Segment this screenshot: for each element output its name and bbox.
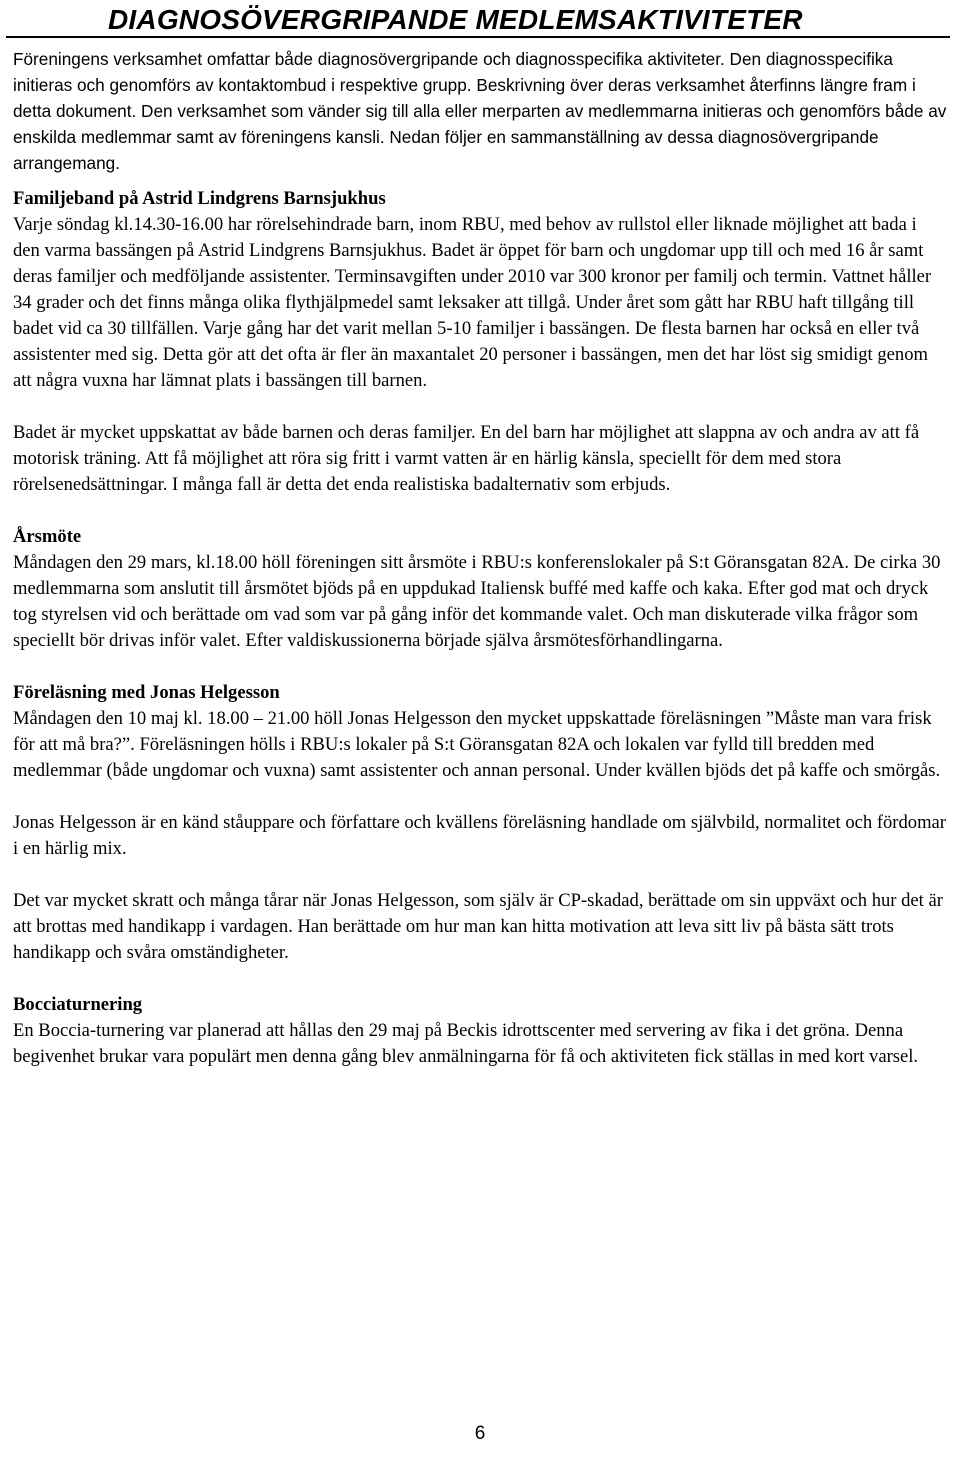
section-heading: Årsmöte <box>13 526 82 547</box>
section-bocciaturnering <box>13 992 948 1070</box>
title-bar <box>6 0 950 38</box>
page-title: DIAGNOSÖVERGRIPANDE MEDLEMSAKTIVITETER <box>108 4 803 35</box>
section-paragraph: Måndagen den 10 maj kl. 18.00 – 21.00 höll Jonas Helgesson den mycket uppskattade föreläsningen ”Måste man vara frisk för att må bra?”. Föreläsningen hölls i RBU:s lokaler på S:t Göransgatan 82A och lokalen var fylld till bredden med medlemmar (både ungdomar och vuxna) samt assistenter och annan personal. Under kvällen bjöds det på kaffe och smörgås. <box>13 708 941 781</box>
section-paragraph: Badet är mycket uppskattat av både barnen och deras familjer. En del barn har möjlighet att slappna av och andra av att få motorisk träning. Att få möjlighet att röra sig fritt i varmt vatten är en härlig känsla, speciellt för dem med stora rörelsenedsättningar. I många fall är detta det enda realistiska badalternativ som erbjuds. <box>13 422 920 495</box>
section-paragraph: Måndagen den 29 mars, kl.18.00 höll föreningen sitt årsmöte i RBU:s konferenslokaler på S:t Göransgatan 82A. De cirka 30 medlemmarna som anslutit till årsmötet bjöds på en uppdukad Italiensk buffé med kaffe och kaka. Efter god mat och dryck tog styrelsen vid och berättade om vad som var på gång inför det kommande valet. Och man diskuterade vilka frågor som speciellt bör drivas inför valet. Efter valdiskussionerna började själva årsmötesförhandlingarna. <box>13 552 941 651</box>
section-heading: Familjeband på Astrid Lindgrens Barnsjukhus <box>13 188 386 209</box>
section-paragraph: En Boccia-turnering var planerad att hållas den 29 maj på Beckis idrottscenter med servering av fika i det gröna. Denna begivenhet brukar vara populärt men denna gång blev anmälningarna för få och aktiviteten fick ställas in med kort varsel. <box>13 1020 919 1067</box>
section-arsmote <box>13 524 948 654</box>
section-heading: Föreläsning med Jonas Helgesson <box>13 682 280 703</box>
section-familjeband <box>13 186 948 498</box>
page-number: 6 <box>474 1423 486 1444</box>
intro-paragraph: Föreningens verksamhet omfattar både diagnosövergripande och diagnosspecifika aktiviteter. Den diagnosspecifika initieras och genomförs av kontaktombud i respektive grupp. Beskrivning över deras verksamhet återfinns längre fram i detta dokument. Den verksamhet som vänder sig till alla eller merparten av medlemmarna initieras och genomförs både av enskilda medlemmar samt av föreningens kansli. Nedan följer en sammanställning av dessa diagnosövergripande arrangemang. <box>13 49 947 173</box>
section-heading: Bocciaturnering <box>13 994 143 1015</box>
section-forelasning <box>13 680 948 966</box>
section-paragraph: Varje söndag kl.14.30-16.00 har rörelsehindrade barn, inom RBU, med behov av rullstol eller liknade möjlighet att bada i den varma bassängen på Astrid Lindgrens Barnsjukhus. Badet är öppet för barn och ungdomar upp till och med 16 år samt deras familjer och medföljande assistenter. Terminsavgiften under 2010 var 300 kronor per familj och termin. Vattnet håller 34 grader och det finns många olika flythjälpmedel samt leksaker att tillgå. Under året som gått har RBU haft tillgång till badet vid ca 30 tillfällen. Varje gång har det varit mellan 5-10 familjer i bassängen. De flesta barnen har också en eller två assistenter med sig. Detta gör att det ofta är fler än maxantalet 20 personer i bassängen, men det har löst sig smidigt genom att några vuxna har lämnat plats i bassängen till barnen. <box>13 214 932 391</box>
section-paragraph: Det var mycket skratt och många tårar när Jonas Helgesson, som själv är CP-skadad, berättade om sin uppväxt och hur det är att brottas med handikapp i vardagen. Han berättade om hur man kan hitta motivation att leva sitt liv på bästa sätt trots handikapp och svåra omständigheter. <box>13 890 943 963</box>
document-body <box>13 46 948 1070</box>
section-paragraph: Jonas Helgesson är en känd ståuppare och författare och kvällens föreläsning handlade om självbild, normalitet och fördomar i en härlig mix. <box>13 812 947 859</box>
